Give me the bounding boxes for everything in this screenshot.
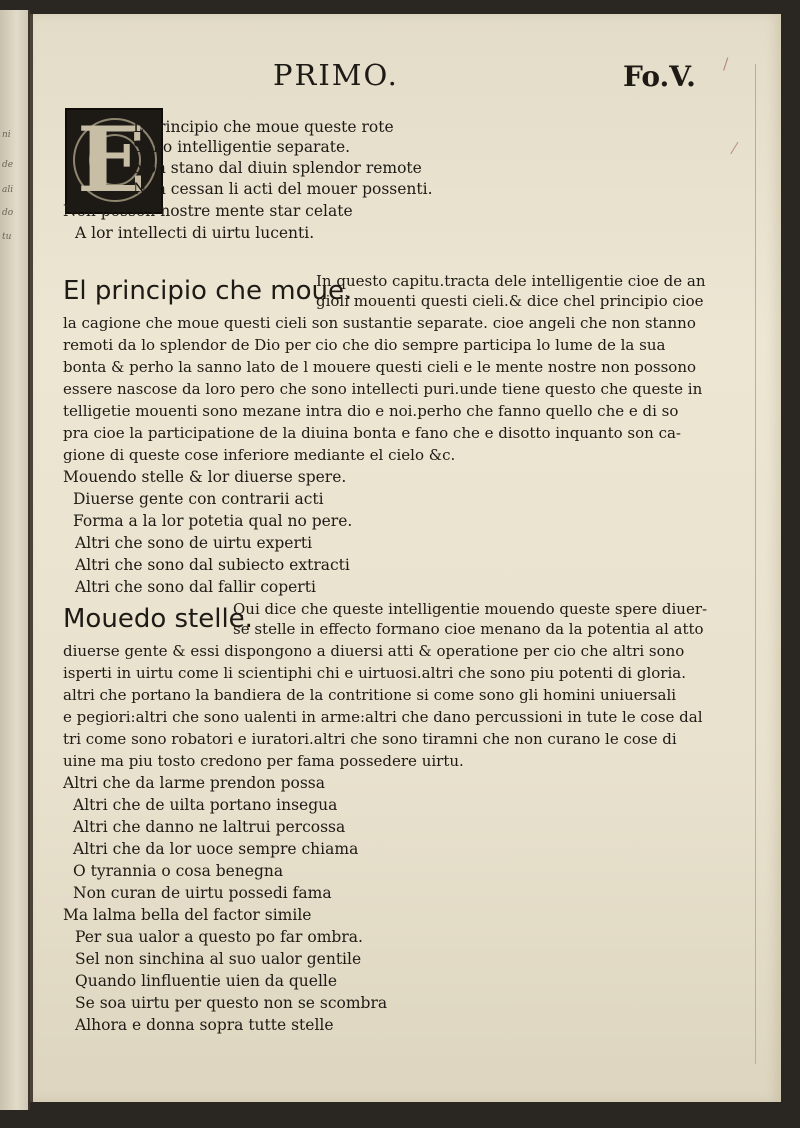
commentary-line: se stelle in effecto formano cioe menano da la potentia al atto [233,620,704,638]
verse-line: O tyrannia o cosa benegna [73,862,284,880]
commentary-line: tri come sono robatori e iuratori.altri che sono tiramni che non curano le cose di [63,730,677,748]
verse-line: Non posson nostre mente star celate [63,202,353,220]
verse-line: Quando linfluentie uien da quelle [75,972,338,990]
commentary-line: Qui dice che queste intelligentie mouendo queste spere diuer- [233,600,708,618]
commentary-line: gioli mouenti questi cieli.& dice chel principio cioe [316,292,704,310]
margin-note: ni [2,130,11,140]
pencil-mark: / [723,54,729,73]
initial-letter: E [77,108,146,213]
verse-line: Altri che sono de uirtu experti [75,534,313,552]
verse-line: Forma a la lor potetia qual no pere. [73,512,353,530]
commentary-line: essere nascose da loro pero che sono intellecti puri.unde tiene questo che queste in [63,380,703,398]
verse-line: Altri che de uilta portano insegua [73,796,338,814]
commentary-line: altri che portano la bandiera de la contritione si come sono gli homini uniuersali [63,686,677,704]
commentary-line: pra cioe la participatione de la diuina bonta e fano che e disotto inquanto son ca- [63,424,681,442]
folio-number: Fo.V. [623,60,696,93]
margin-note: ali [2,185,14,195]
commentary-line: gione di queste cose inferiore mediante el cielo &c. [63,446,456,464]
commentary-line: In questo capitu.tracta dele intelligentie cioe de an [316,272,706,290]
verse-line: Ma lalma bella del factor simile [63,906,312,924]
verse-line: Non curan de uirtu possedi fama [73,884,332,902]
commentary-line: bonta & perho la sanno lato de l mouere questi cieli e le mente nostre non possono [63,358,697,376]
margin-note: tu [2,232,12,242]
verse-line: Altri che sono dal fallir coperti [75,578,316,596]
book-page [30,14,781,1102]
verse-line: Altri che danno ne laltrui percossa [73,818,346,836]
verse-line: Se soa uirtu per questo non se scombra [75,994,388,1012]
commentary-line: diuerse gente & essi dispongono a diuersi atti & operatione per cio che altri sono [63,642,685,660]
commentary-lemma: Mouedo stelle. [63,604,253,634]
verse-line: Sono intelligentie separate. [133,138,351,156]
verse-line: L principio che moue queste rote [133,118,394,136]
verse-line: Altri che da larme prendon possa [63,774,325,792]
verse-line: A lor intellecti di uirtu lucenti. [75,224,315,242]
verse-line: Alhora e donna sopra tutte stelle [75,1016,334,1034]
commentary-line: isperti in uirtu come li scientiphi chi e uirtuosi.altri che sono piu potenti di gloria. [63,664,686,682]
commentary-line: telligetie mouenti sono mezane intra dio e noi.perho che fanno quello che e di so [63,402,679,420]
verse-line: Non cessan li acti del mouer possenti. [133,180,433,198]
commentary-line: la cagione che moue questi cieli son sustantie separate. cioe angeli che non stanno [63,314,696,332]
verse-line: Diuerse gente con contrarii acti [73,490,324,508]
margin-note: de [2,160,14,170]
verse-line: Altri che sono dal subiecto extracti [75,556,350,574]
commentary-line: e pegiori:altri che sono ualenti in arme:altri che dano percussioni in tute le cose dal [63,708,703,726]
commentary-line: uine ma piu tosto credono per fama possedere uirtu. [63,752,464,770]
verse-line: Non stano dal diuin splendor remote [133,159,422,177]
pencil-mark: ⁄ [733,139,736,158]
commentary-line: remoti da lo splendor de Dio per cio che dio sempre participa lo lume de la sua [63,336,666,354]
commentary-lemma: El principio che moue. [63,276,353,306]
page-edge-shadow [755,64,756,1064]
margin-note: do [2,208,14,218]
verse-line: Altri che da lor uoce sempre chiama [73,840,359,858]
previous-page-edge [0,10,30,1110]
verse-line: Per sua ualor a questo po far ombra. [75,928,363,946]
running-header: PRIMO. [273,58,399,92]
verse-line: Sel non sinchina al suo ualor gentile [75,950,362,968]
verse-line: Mouendo stelle & lor diuerse spere. [63,468,347,486]
